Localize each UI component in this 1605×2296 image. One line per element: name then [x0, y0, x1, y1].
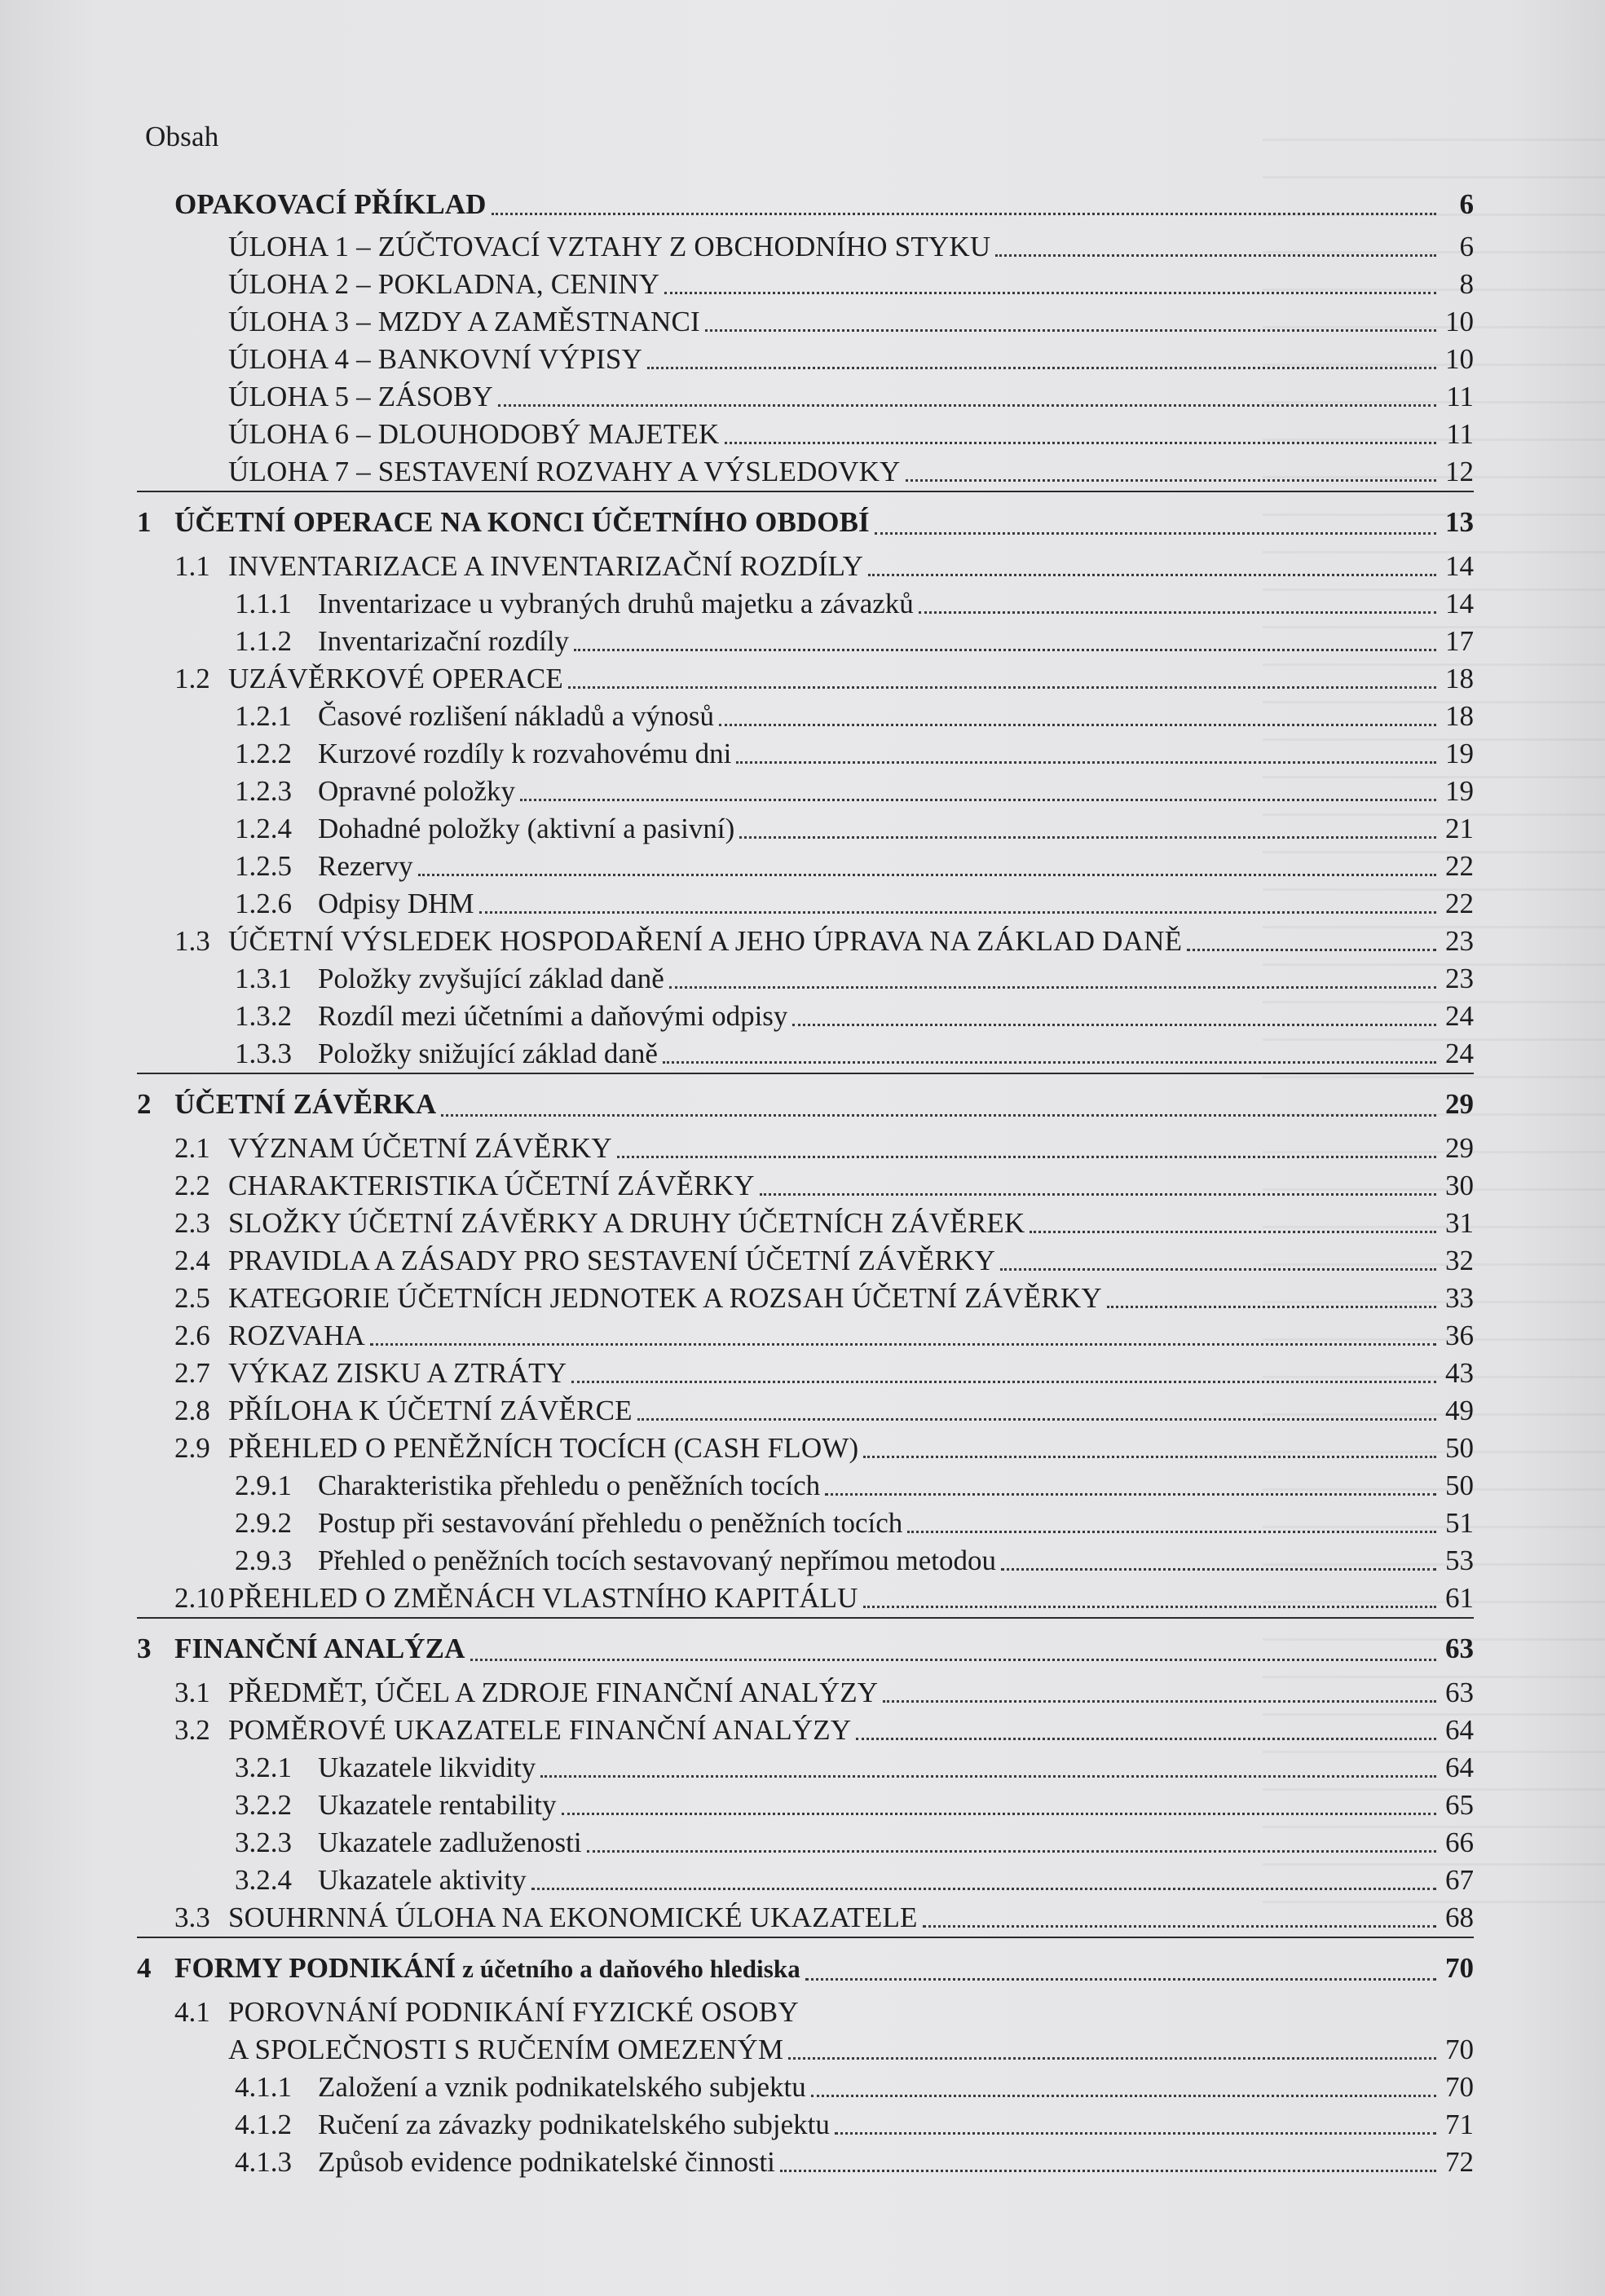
- toc-entry-title: [318, 1824, 582, 1862]
- toc-entry-title-text: ÚLOHA 4 – BANKOVNÍ VÝPISY: [228, 343, 642, 375]
- toc-entry-number: 3.2.4: [235, 1864, 292, 1896]
- toc-entry-title: [318, 735, 731, 773]
- toc-entry-title-text: CHARAKTERISTIKA ÚČETNÍ ZÁVĚRKY: [228, 1170, 755, 1201]
- toc-entry-title-text: Dohadné položky (aktivní a pasivní): [318, 813, 735, 844]
- toc-chapter-entry: [137, 1937, 1474, 1994]
- toc-section-entry: [137, 1280, 1474, 1317]
- toc-entry-title: [318, 1505, 902, 1542]
- dot-leader: [868, 574, 1436, 576]
- toc-entry-title: [318, 773, 515, 810]
- toc-entry-title: [228, 1167, 755, 1205]
- dot-leader: [647, 367, 1436, 369]
- toc-section-entry: [137, 416, 1474, 453]
- toc-page-number: 23: [1445, 963, 1474, 994]
- dot-leader: [907, 1531, 1436, 1533]
- dot-leader: [705, 329, 1436, 332]
- toc-section-entry: [137, 1167, 1474, 1205]
- toc-entry-title-text: Postup při sestavování přehledu o peněžních tocích: [318, 1507, 903, 1539]
- toc-entry-title: [228, 416, 720, 453]
- toc-entry-number: 2.9: [174, 1432, 210, 1464]
- toc-entry-title: [228, 228, 990, 266]
- dot-leader: [479, 911, 1436, 914]
- toc-page-number: 64: [1445, 1714, 1474, 1746]
- toc-entry-title: [228, 1392, 633, 1430]
- toc-entry-number: 1.3.2: [235, 1000, 292, 1032]
- toc-entry-title-text: ÚČETNÍ OPERACE NA KONCI ÚČETNÍHO OBDOBÍ: [174, 506, 870, 538]
- toc-page-number: 21: [1445, 813, 1474, 844]
- toc-page-number: 13: [1445, 506, 1474, 538]
- toc-entry-number: 3.2.1: [235, 1752, 292, 1783]
- toc-entry-title-text: Založení a vznik podnikatelského subjektu: [318, 2071, 806, 2103]
- toc-section-entry: [137, 1430, 1474, 1467]
- toc-entry-title: [318, 848, 413, 885]
- toc-entry-title-text: ÚLOHA 1 – ZÚČTOVACÍ VZTAHY Z OBCHODNÍHO STYKU: [228, 231, 991, 262]
- toc-page-number: 10: [1445, 343, 1474, 375]
- toc-page-number: 8: [1459, 268, 1474, 300]
- toc-entry-title: [228, 548, 863, 585]
- toc-section-entry: [137, 1580, 1474, 1617]
- toc-entry-title: [318, 1542, 996, 1580]
- toc-page-number: 6: [1459, 188, 1474, 220]
- toc-entry-title-text: FINANČNÍ ANALÝZA: [174, 1633, 465, 1664]
- toc-entry-title-text: PŘEHLED O ZMĚNÁCH VLASTNÍHO KAPITÁLU: [228, 1582, 858, 1614]
- toc-entry-title-text: Ukazatele rentability: [318, 1789, 557, 1821]
- toc-entry-title-text: PŘEDMĚT, ÚČEL A ZDROJE FINANČNÍ ANALÝZY: [228, 1677, 879, 1708]
- toc-entry-title: [228, 1580, 858, 1617]
- toc-entry-title: [318, 2069, 806, 2106]
- toc-entry-title-text: Ukazatele likvidity: [318, 1752, 536, 1783]
- toc-section-entry: [137, 1994, 1474, 2031]
- toc-entry-title: [228, 1712, 851, 1749]
- toc-entry-title-text: POROVNÁNÍ PODNIKÁNÍ FYZICKÉ OSOBY: [228, 1996, 799, 2028]
- toc-entry-number: 2.1: [174, 1132, 210, 1164]
- toc-page-number: 29: [1445, 1088, 1474, 1120]
- toc-section-entry: [137, 2031, 1474, 2069]
- toc-entry-title-text: Ukazatele aktivity: [318, 1864, 527, 1896]
- toc-entry-title: [318, 1035, 658, 1073]
- toc-section-entry: [137, 453, 1474, 491]
- toc-page-number: 24: [1445, 1000, 1474, 1032]
- toc-section-entry: [137, 1712, 1474, 1749]
- toc-section-entry: [137, 660, 1474, 698]
- toc-page-number: 12: [1445, 456, 1474, 487]
- toc-entry-number: 1.3: [174, 925, 210, 957]
- toc-entry-title: [228, 1205, 1025, 1242]
- toc-entry-title: [318, 885, 474, 923]
- toc-page-number: 70: [1445, 2071, 1474, 2103]
- toc-page-number: 66: [1445, 1827, 1474, 1858]
- toc-section-entry: [137, 1355, 1474, 1392]
- dot-leader: [498, 404, 1436, 407]
- toc-page-number: 71: [1445, 2109, 1474, 2140]
- toc-subsection-entry: [137, 773, 1474, 810]
- toc-entry-title: [228, 1280, 1102, 1317]
- toc-page-number: 65: [1445, 1789, 1474, 1821]
- dot-leader: [736, 761, 1436, 764]
- toc-section-entry: [137, 1899, 1474, 1937]
- dot-leader: [574, 649, 1436, 651]
- toc-entry-title: [318, 998, 787, 1035]
- dot-leader: [568, 686, 1436, 689]
- toc-entry-title-text: Položky zvyšující základ daně: [318, 963, 664, 994]
- toc-entry-number: 2: [137, 1088, 152, 1120]
- dot-leader: [571, 1381, 1436, 1383]
- dot-leader: [370, 1343, 1436, 1346]
- dot-leader: [418, 874, 1436, 876]
- toc-entry-title: [228, 660, 563, 698]
- toc-entry-number: 3.2.2: [235, 1789, 292, 1821]
- toc-entry-number: 2.7: [174, 1357, 210, 1389]
- toc-subsection-entry: [137, 1787, 1474, 1824]
- dot-leader: [875, 532, 1436, 535]
- dot-leader: [923, 1925, 1436, 1928]
- toc-entry-title: [318, 1862, 527, 1899]
- toc-page-number: 18: [1445, 663, 1474, 694]
- toc-entry-title: [318, 2144, 775, 2181]
- toc-page-number: 11: [1446, 418, 1474, 450]
- dot-leader: [856, 1738, 1436, 1740]
- toc-entry-title-text: INVENTARIZACE A INVENTARIZAČNÍ ROZDÍLY: [228, 550, 864, 582]
- dot-leader: [739, 836, 1436, 839]
- toc-subsection-entry: [137, 2069, 1474, 2106]
- toc-entry-title: [228, 2031, 783, 2069]
- toc-subsection-entry: [137, 735, 1474, 773]
- toc-page-number: 6: [1459, 231, 1474, 262]
- toc-entry-title-text: ÚČETNÍ ZÁVĚRKA: [174, 1088, 437, 1120]
- table-of-contents: [137, 181, 1474, 2181]
- toc-entry-title-text: ÚLOHA 6 – DLOUHODOBÝ MAJETEK: [228, 418, 720, 450]
- toc-entry-title: [174, 1079, 436, 1130]
- toc-page-number: 18: [1445, 700, 1474, 732]
- toc-entry-title-text: Charakteristika přehledu o peněžních tocích: [318, 1470, 821, 1501]
- toc-entry-title-text: ÚLOHA 3 – MZDY A ZAMĚSTNANCI: [228, 306, 700, 337]
- dot-leader: [520, 799, 1436, 801]
- dot-leader: [719, 724, 1436, 726]
- toc-entry-number: 3: [137, 1633, 152, 1664]
- dot-leader: [792, 1024, 1436, 1026]
- dot-leader: [906, 479, 1436, 482]
- toc-entry-title-text: PŘEHLED O PENĚŽNÍCH TOCÍCH (CASH FLOW): [228, 1432, 859, 1464]
- dot-leader: [825, 1493, 1436, 1496]
- dot-leader: [669, 986, 1436, 989]
- dot-leader: [1187, 949, 1436, 951]
- toc-subsection-entry: [137, 1035, 1474, 1073]
- toc-entry-title-text: KATEGORIE ÚČETNÍCH JEDNOTEK A ROZSAH ÚČETNÍ ZÁVĚRKY: [228, 1282, 1102, 1314]
- dot-leader: [1000, 1268, 1436, 1271]
- toc-page-number: 19: [1445, 738, 1474, 769]
- toc-entry-number: 1.1.2: [235, 625, 292, 657]
- toc-entry-title: [228, 1899, 918, 1937]
- toc-entry-title: [318, 623, 569, 660]
- toc-subsection-entry: [137, 585, 1474, 623]
- toc-entry-title-text: Inventarizační rozdíly: [318, 625, 570, 657]
- toc-entry-title: [228, 923, 1182, 960]
- toc-entry-title: [174, 1624, 465, 1674]
- toc-section-entry: [137, 228, 1474, 266]
- toc-section-entry: [137, 378, 1474, 416]
- toc-entry-title-text: ROZVAHA: [228, 1320, 365, 1351]
- toc-page-number: 72: [1445, 2146, 1474, 2178]
- toc-entry-title-text: FORMY PODNIKÁNÍ: [174, 1952, 456, 1984]
- toc-entry-title: [318, 585, 914, 623]
- toc-entry-title: [228, 266, 659, 303]
- toc-page-number: 32: [1445, 1245, 1474, 1276]
- toc-section-entry: [137, 1130, 1474, 1167]
- toc-section-entry: [137, 1674, 1474, 1712]
- toc-page-number: 31: [1445, 1207, 1474, 1239]
- toc-page-number: 14: [1445, 588, 1474, 619]
- toc-chapter-entry: [137, 1073, 1474, 1130]
- toc-subsection-entry: [137, 1749, 1474, 1787]
- toc-entry-title: [318, 960, 664, 998]
- toc-section-entry: [137, 1392, 1474, 1430]
- toc-entry-number: 4: [137, 1952, 152, 1984]
- toc-entry-title-text: Položky snižující základ daně: [318, 1038, 658, 1069]
- toc-subsection-entry: [137, 1467, 1474, 1505]
- toc-subsection-entry: [137, 885, 1474, 923]
- toc-section-entry: [137, 303, 1474, 341]
- toc-page-number: 50: [1445, 1432, 1474, 1464]
- toc-section-entry: [137, 923, 1474, 960]
- toc-page-number: 63: [1445, 1633, 1474, 1664]
- toc-entry-title: [228, 1674, 878, 1712]
- dot-leader: [863, 1606, 1436, 1608]
- toc-entry-number: 3.2: [174, 1714, 210, 1746]
- toc-section-entry: [137, 1317, 1474, 1355]
- dot-leader: [470, 1659, 1437, 1661]
- toc-entry-title-text: SOUHRNNÁ ÚLOHA NA EKONOMICKÉ UKAZATELE: [228, 1902, 918, 1933]
- toc-entry-number: 1.1: [174, 550, 210, 582]
- toc-entry-number: 3.2.3: [235, 1827, 292, 1858]
- toc-entry-title-text: A SPOLEČNOSTI S RUČENÍM OMEZENÝM: [228, 2034, 784, 2065]
- toc-entry-title: [228, 1242, 995, 1280]
- toc-page-number: 49: [1445, 1395, 1474, 1426]
- page-header: Obsah: [145, 121, 219, 152]
- toc-section-entry: [137, 341, 1474, 378]
- toc-entry-title: [228, 1430, 858, 1467]
- toc-page-number: 68: [1445, 1902, 1474, 1933]
- toc-subsection-entry: [137, 848, 1474, 885]
- toc-entry-title: [318, 810, 734, 848]
- toc-entry-title: [174, 181, 487, 228]
- toc-page-number: 53: [1445, 1545, 1474, 1576]
- dot-leader: [995, 254, 1436, 257]
- toc-entry-number: 2.6: [174, 1320, 210, 1351]
- toc-entry-title: [318, 1749, 536, 1787]
- dot-leader: [637, 1418, 1436, 1421]
- toc-entry-title-text: UZÁVĚRKOVÉ OPERACE: [228, 663, 563, 694]
- toc-page-number: 61: [1445, 1582, 1474, 1614]
- toc-entry-title: [228, 378, 493, 416]
- dot-leader: [617, 1156, 1436, 1158]
- toc-entry-title-text: ÚČETNÍ VÝSLEDEK HOSPODAŘENÍ A JEHO ÚPRAVA NA ZÁKLAD DANĚ: [228, 925, 1183, 957]
- toc-page-number: 51: [1445, 1507, 1474, 1539]
- toc-entry-title-text: Přehled o peněžních tocích sestavovaný nepřímou metodou: [318, 1545, 996, 1576]
- dot-leader: [835, 2132, 1436, 2135]
- toc-entry-title-text: VÝZNAM ÚČETNÍ ZÁVĚRKY: [228, 1132, 612, 1164]
- toc-page-number: 70: [1445, 1952, 1474, 1984]
- toc-page-number: 29: [1445, 1132, 1474, 1164]
- dot-leader: [811, 2095, 1436, 2097]
- toc-entry-title-text: Odpisy DHM: [318, 888, 474, 919]
- toc-entry-number: 3.3: [174, 1902, 210, 1933]
- toc-subsection-entry: [137, 1505, 1474, 1542]
- toc-entry-number: 2.2: [174, 1170, 210, 1201]
- toc-entry-title-text: Způsob evidence podnikatelské činnosti: [318, 2146, 775, 2178]
- toc-entry-number: 1.2.3: [235, 775, 292, 807]
- toc-entry-title-text: ÚLOHA 5 – ZÁSOBY: [228, 381, 494, 412]
- toc-entry-number: 3.1: [174, 1677, 210, 1708]
- toc-subsection-entry: [137, 998, 1474, 1035]
- toc-entry-number: 2.3: [174, 1207, 210, 1239]
- toc-entry-title-text: Rezervy: [318, 850, 413, 882]
- toc-entry-number: 2.9.2: [235, 1507, 292, 1539]
- toc-entry-title-text: ÚLOHA 7 – SESTAVENÍ ROZVAHY A VÝSLEDOVKY: [228, 456, 901, 487]
- dot-leader: [919, 611, 1436, 614]
- toc-entry-title-text: ÚLOHA 2 – POKLADNA, CENINY: [228, 268, 660, 300]
- toc-entry-number: 1.2: [174, 663, 210, 694]
- dot-leader: [1001, 1568, 1436, 1571]
- toc-page-number: 30: [1445, 1170, 1474, 1201]
- toc-entry-title-text: PRAVIDLA A ZÁSADY PRO SESTAVENÍ ÚČETNÍ ZÁVĚRKY: [228, 1245, 996, 1276]
- toc-entry-number: 1.3.1: [235, 963, 292, 994]
- toc-entry-title: [174, 497, 870, 548]
- dot-leader: [760, 1193, 1436, 1196]
- toc-entry-title: [318, 698, 714, 735]
- dot-leader: [805, 1978, 1436, 1981]
- toc-entry-number: 2.9.3: [235, 1545, 292, 1576]
- toc-page-number: 43: [1445, 1357, 1474, 1389]
- toc-page-number: 17: [1445, 625, 1474, 657]
- toc-subsection-entry: [137, 810, 1474, 848]
- toc-entry-number: 1.2.2: [235, 738, 292, 769]
- toc-subsection-entry: [137, 1542, 1474, 1580]
- toc-entry-title-text: Inventarizace u vybraných druhů majetku a závazků: [318, 588, 914, 619]
- toc-entry-title-text: Ukazatele zadluženosti: [318, 1827, 582, 1858]
- toc-page-number: 36: [1445, 1320, 1474, 1351]
- toc-page-number: 14: [1445, 550, 1474, 582]
- toc-entry-number: 2.10: [174, 1582, 225, 1614]
- toc-page-number: 63: [1445, 1677, 1474, 1708]
- toc-entry-title: [228, 1130, 612, 1167]
- toc-subsection-entry: [137, 2106, 1474, 2144]
- toc-page-number: 22: [1445, 888, 1474, 919]
- toc-subsection-entry: [137, 2144, 1474, 2181]
- dot-leader: [664, 292, 1436, 294]
- toc-entry-number: 4.1: [174, 1996, 210, 2028]
- toc-page-number: 11: [1446, 381, 1474, 412]
- toc-entry-title-suffix: z účetního a daňového hlediska: [456, 1954, 800, 1983]
- toc-page-number: 19: [1445, 775, 1474, 807]
- dot-leader: [587, 1850, 1436, 1853]
- toc-section-entry: [137, 1242, 1474, 1280]
- toc-entry-number: 2.5: [174, 1282, 210, 1314]
- dot-leader: [441, 1114, 1436, 1117]
- toc-entry-number: 1.3.3: [235, 1038, 292, 1069]
- dot-leader: [540, 1775, 1436, 1778]
- dot-leader: [1030, 1231, 1436, 1233]
- dot-leader: [788, 2057, 1436, 2060]
- toc-entry-number: 2.4: [174, 1245, 210, 1276]
- toc-subsection-entry: [137, 623, 1474, 660]
- dot-leader: [883, 1700, 1436, 1703]
- toc-entry-number: 4.1.1: [235, 2071, 292, 2103]
- toc-entry-number: 4.1.2: [235, 2109, 292, 2140]
- toc-entry-title: [174, 1943, 800, 1994]
- toc-entry-number: 1.2.6: [235, 888, 292, 919]
- toc-subsection-entry: [137, 1862, 1474, 1899]
- toc-entry-title: [318, 1467, 820, 1505]
- toc-entry-title-text: VÝKAZ ZISKU A ZTRÁTY: [228, 1357, 567, 1389]
- dot-leader: [725, 442, 1436, 444]
- toc-entry-title-text: Rozdíl mezi účetními a daňovými odpisy: [318, 1000, 788, 1032]
- toc-entry-title: [318, 2106, 830, 2144]
- toc-entry-number: 2.9.1: [235, 1470, 292, 1501]
- toc-page-number: 23: [1445, 925, 1474, 957]
- toc-entry-title: [228, 1994, 799, 2031]
- toc-entry-title-text: OPAKOVACÍ PŘÍKLAD: [174, 188, 487, 220]
- dot-leader: [1107, 1306, 1436, 1308]
- toc-page-number: 67: [1445, 1864, 1474, 1896]
- toc-entry-number: 2.8: [174, 1395, 210, 1426]
- toc-subsection-entry: [137, 1824, 1474, 1862]
- dot-leader: [562, 1813, 1437, 1815]
- toc-entry-title-text: Opravné položky: [318, 775, 516, 807]
- toc-entry-title: [228, 303, 700, 341]
- toc-entry-title-text: PŘÍLOHA K ÚČETNÍ ZÁVĚRCE: [228, 1395, 633, 1426]
- toc-chapter-entry: [137, 181, 1474, 228]
- toc-entry-title: [228, 341, 642, 378]
- toc-page-number: 70: [1445, 2034, 1474, 2065]
- toc-entry-number: 4.1.3: [235, 2146, 292, 2178]
- toc-chapter-entry: [137, 491, 1474, 548]
- toc-section-entry: [137, 1205, 1474, 1242]
- toc-entry-number: 1.2.1: [235, 700, 292, 732]
- toc-chapter-entry: [137, 1617, 1474, 1674]
- toc-section-entry: [137, 266, 1474, 303]
- dot-leader: [531, 1888, 1436, 1890]
- toc-entry-title: [228, 1317, 365, 1355]
- toc-page-number: 64: [1445, 1752, 1474, 1783]
- toc-entry-title: [318, 1787, 557, 1824]
- toc-entry-title: [228, 453, 901, 491]
- dot-leader: [663, 1061, 1436, 1064]
- toc-page-number: 50: [1445, 1470, 1474, 1501]
- toc-entry-number: 1.2.5: [235, 850, 292, 882]
- toc-entry-title-text: POMĚROVÉ UKAZATELE FINANČNÍ ANALÝZY: [228, 1714, 852, 1746]
- toc-entry-number: 1.2.4: [235, 813, 292, 844]
- toc-entry-title-text: Časové rozlišení nákladů a výnosů: [318, 700, 715, 732]
- dot-leader: [780, 2170, 1436, 2172]
- toc-entry-title-text: SLOŽKY ÚČETNÍ ZÁVĚRKY A DRUHY ÚČETNÍCH ZÁVĚREK: [228, 1207, 1025, 1239]
- toc-entry-number: 1.1.1: [235, 588, 292, 619]
- dot-leader: [863, 1456, 1436, 1458]
- toc-subsection-entry: [137, 698, 1474, 735]
- toc-section-entry: [137, 548, 1474, 585]
- toc-entry-title-text: Kurzové rozdíly k rozvahovému dni: [318, 738, 732, 769]
- dot-leader: [492, 213, 1436, 215]
- toc-entry-number: 1: [137, 506, 152, 538]
- toc-entry-title: [228, 1355, 567, 1392]
- toc-entry-title-text: Ručení za závazky podnikatelského subjektu: [318, 2109, 830, 2140]
- toc-page-number: 10: [1445, 306, 1474, 337]
- toc-subsection-entry: [137, 960, 1474, 998]
- toc-page-number: 33: [1445, 1282, 1474, 1314]
- toc-page-number: 22: [1445, 850, 1474, 882]
- toc-page-number: 24: [1445, 1038, 1474, 1069]
